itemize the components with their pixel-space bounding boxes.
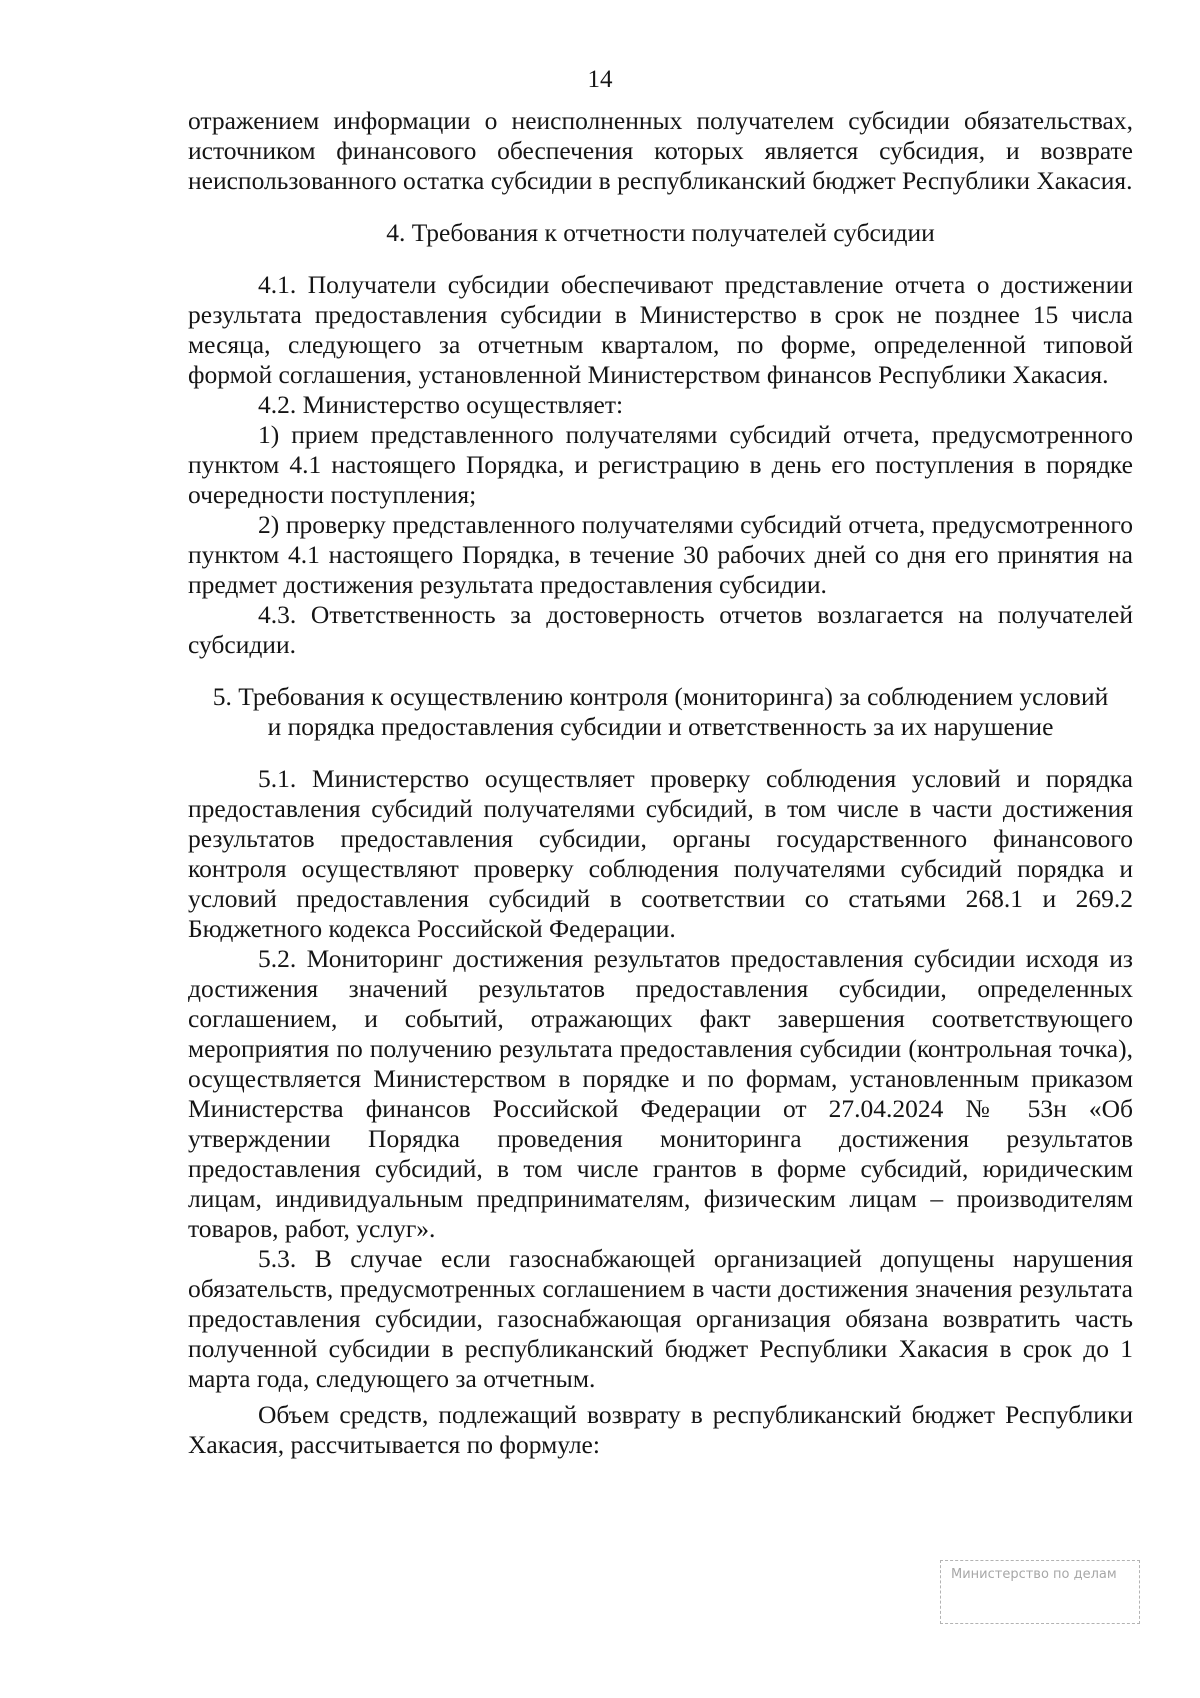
section-heading-5-line-1: 5. Требования к осуществлению контроля (мониторинга) за соблюдением условий [212,682,1109,711]
document-body [188,106,1133,1460]
section-heading-5 [188,682,1133,742]
paragraph-4-2-item-1: 1) прием представленного получателями субсидий отчета, предусмотренного пунктом 4.1 настоящего Порядка, и регистрацию в день его поступления в порядке очередности поступления; [188,420,1133,509]
registration-stamp [940,1560,1140,1624]
paragraph-5-1: 5.1. Министерство осуществляет проверку соблюдения условий и порядка предоставления субсидий получателями субсидий, в том числе в части достижения результатов предоставления субсидии, органы государственного финансового контроля осуществляют проверку соблюдения получателями субсидий порядка и условий предоставления субсидий в соответствии со статьями 268.1 и 269.2 Бюджетного кодекса Российской Федерации. [188,764,1133,943]
paragraph-4-3: 4.3. Ответственность за достоверность отчетов возлагается на получателей субсидии. [188,600,1133,659]
paragraph-4-2: 4.2. Министерство осуществляет: [258,390,624,419]
paragraph-5-3: 5.3. В случае если газоснабжающей организацией допущены нарушения обязательств, предусмотренных соглашением в части достижения значения результата предоставления субсидии, газоснабжающая организация обязана возвратить часть полученной субсидии в республиканский бюджет Республики Хакасия в срок до 1 марта года, следующего за отчетным. [188,1244,1133,1393]
paragraph-continuation: отражением информации о неисполненных получателем субсидии обязательствах, источником финансового обеспечения которых является субсидия, и возврате неиспользованного остатка субсидии в республиканский бюджет Республики Хакасия. [188,106,1133,195]
paragraph-5-2: 5.2. Мониторинг достижения результатов предоставления субсидии исходя из достижения значений результатов предоставления субсидии, определенных соглашением, и событий, отражающих факт завершения соответствующего мероприятия по получению результата предоставления субсидии (контрольная точка), осуществляется Министерством в порядке и по формам, установленным приказом Министерства финансов Российской Федерации от 27.04.2024 № 53н «Об утверждении Порядка проведения мониторинга достижения результатов предоставления субсидий, в том числе грантов в форме субсидий, юридическим лицам, индивидуальным предпринимателям, физическим лицам – производителям товаров, работ, услуг». [188,944,1133,1243]
paragraph-4-2-item-2: 2) проверку представленного получателями субсидий отчета, предусмотренного пунктом 4.1 настоящего Порядка, в течение 30 рабочих дней со дня его принятия на предмет достижения результата предоставления субсидии. [188,510,1133,599]
paragraph-4-1: 4.1. Получатели субсидии обеспечивают представление отчета о достижении результата предоставления субсидии в Министерство в срок не позднее 15 числа месяца, следующего за отчетным кварталом, по форме, определенной типовой формой соглашения, установленной Министерством финансов Республики Хакасия. [188,270,1133,389]
paragraph-5-3-formula-intro: Объем средств, подлежащий возврату в республиканский бюджет Республики Хакасия, рассчитывается по формуле: [188,1400,1133,1459]
section-heading-4: 4. Требования к отчетности получателей субсидии [386,218,935,247]
section-heading-5-line-2: и порядка предоставления субсидии и ответственность за их нарушение [267,712,1054,741]
page-number: 14 [587,66,613,93]
stamp-line: Министерство по делам [951,1567,1117,1582]
